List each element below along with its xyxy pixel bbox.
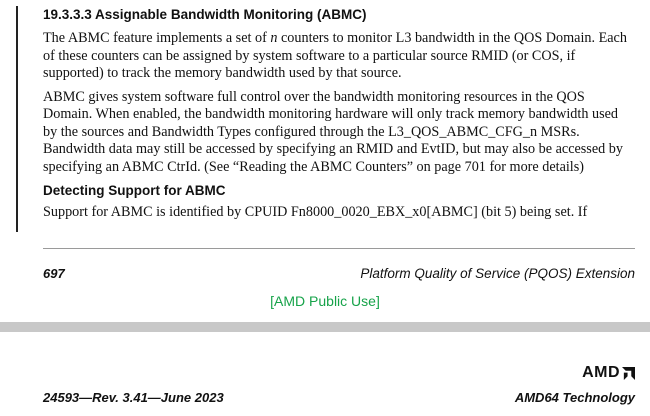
section-heading: 19.3.3.3 Assignable Bandwidth Monitoring (ABMC): [43, 7, 367, 22]
page-number: 697: [43, 266, 65, 281]
amd-logo: [582, 364, 635, 382]
footer-chapter-title: Platform Quality of Service (PQOS) Extension: [360, 266, 635, 281]
classification-label: [AMD Public Use]: [270, 293, 380, 309]
page-content: [43, 6, 635, 228]
paragraph-2: ABMC gives system software full control over the bandwidth monitoring resources in the QOS Domain. When enabled, the bandwidth monitoring hardware will only track memory bandwidth used by the sources and Bandwidth Types configured through the L3_QOS_ABMC_CFG_n MSRs. Bandwidth data may still be accessed by specifying an RMID and EvtID, but may also be accessed by specifying an ABMC CtrId. (See “Reading the ABMC Counters” on page 701 for more details): [43, 88, 623, 175]
page-separator: [0, 322, 650, 332]
document-title: AMD64 Technology: [514, 390, 635, 405]
paragraph-3: Support for ABMC is identified by CPUID Fn8000_0020_EBX_x0[ABMC] (bit 5) being set. If: [43, 204, 588, 220]
page-698-header: [0, 332, 650, 416]
document-id: 24593—Rev. 3.41—June 2023: [43, 390, 224, 405]
paragraph-1-italic-n: n: [270, 30, 278, 46]
paragraph-1-start: The ABMC feature implements a set of: [43, 30, 271, 46]
amd-logo-text: AMD: [582, 364, 620, 381]
subheading-detecting-support: Detecting Support for ABMC: [43, 183, 226, 198]
paragraph-1: [43, 30, 635, 83]
change-bar: [16, 6, 18, 232]
footer-rule: [43, 248, 635, 249]
amd-arrow-icon: [622, 367, 635, 380]
paragraph-1-end: counters to monitor L3 bandwidth in the QOS Domain. Each of these counters can be assigned by system software to a particular source RMID (or COS, if supported) to track the memory bandwidth used by that source.: [43, 30, 627, 81]
